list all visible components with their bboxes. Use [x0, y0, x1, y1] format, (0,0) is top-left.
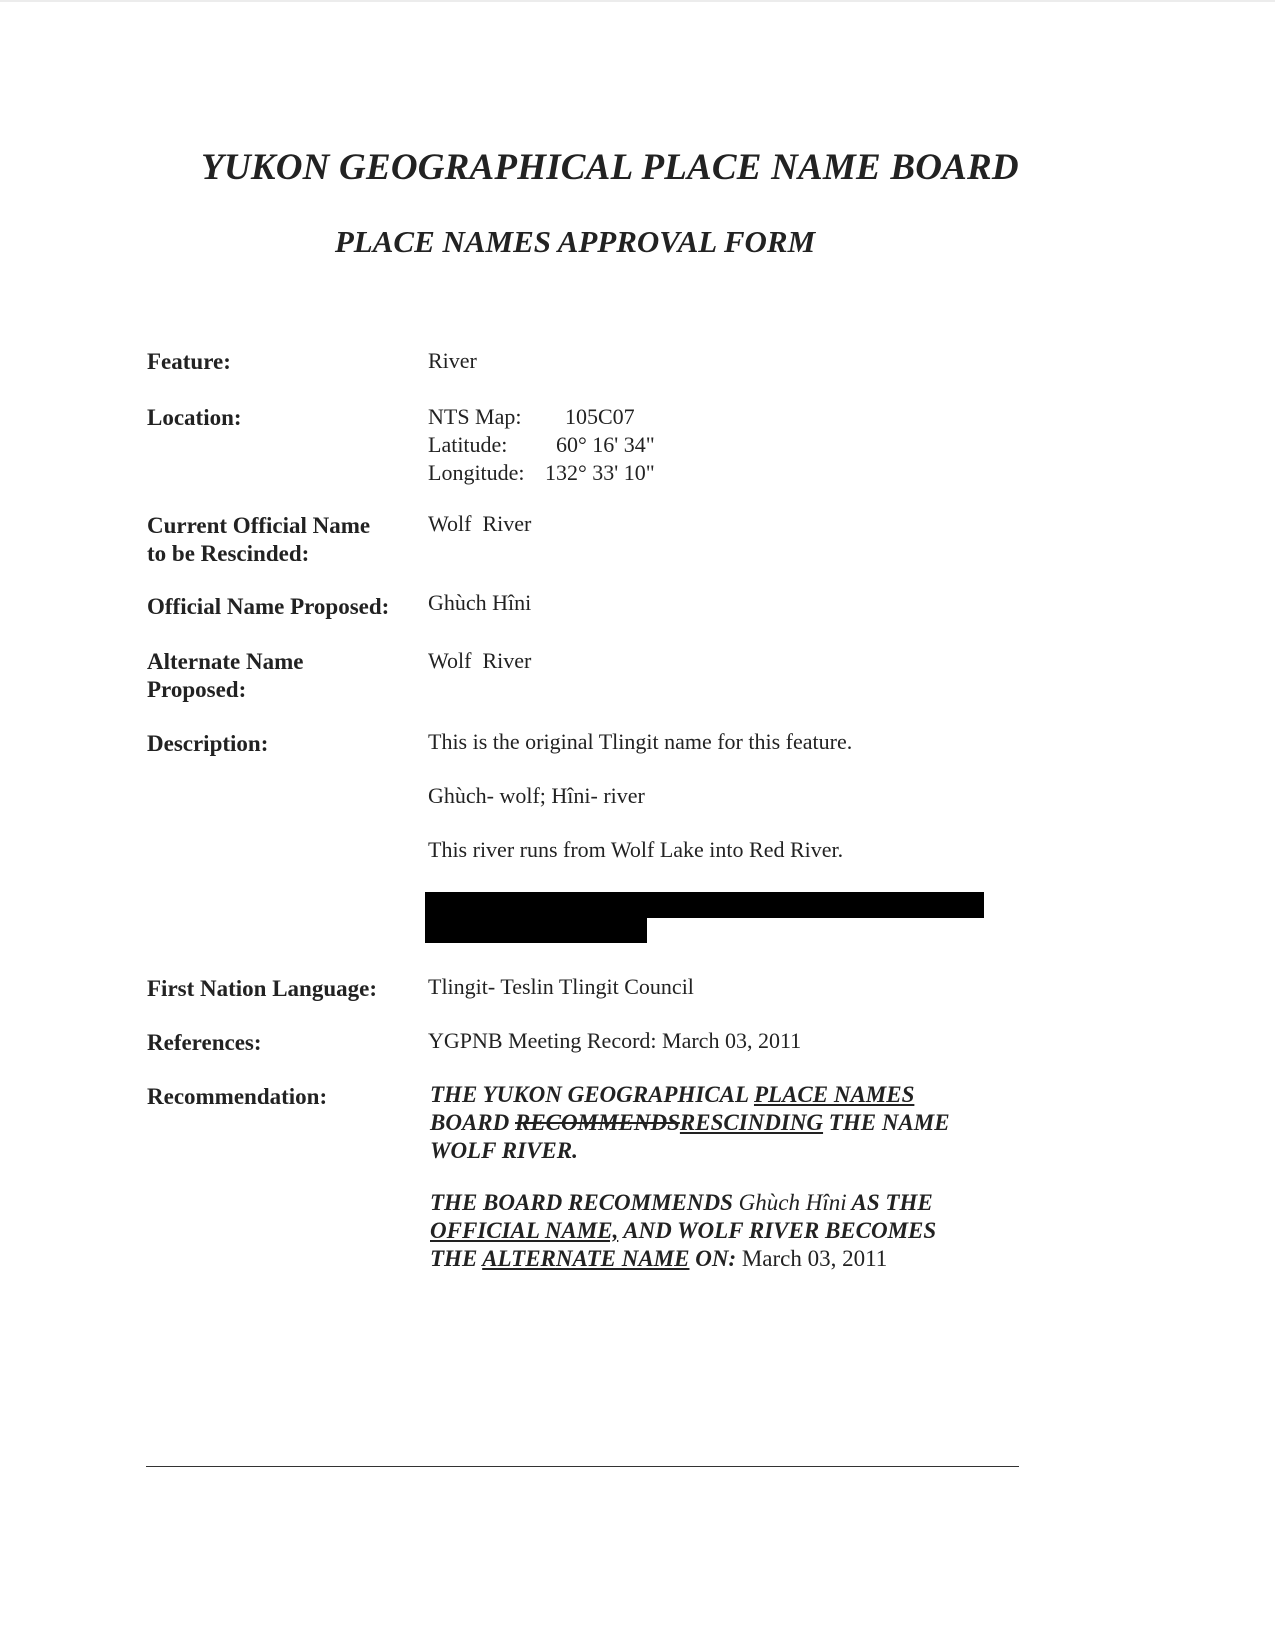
rec-text: AND WOLF RIVER BECOMES — [618, 1218, 937, 1243]
recommendation-p1-line2 — [430, 1109, 1010, 1137]
recommendation-p1-line3 — [430, 1137, 1010, 1165]
feature-label: Feature: — [147, 349, 231, 374]
rec-underlined-text: ALTERNATE NAME — [482, 1246, 690, 1271]
language-label: First Nation Language: — [147, 976, 377, 1001]
description-line1: This is the original Tlingit name for this feature. — [428, 729, 853, 754]
alternate-name-label-line1: Alternate Name — [147, 649, 304, 674]
rec-text: THE — [430, 1246, 483, 1271]
rec-text: THE NAME — [823, 1110, 950, 1135]
description-line2: Ghùch- wolf; Hîni- river — [428, 783, 645, 808]
recommendation-paragraph-2 — [430, 1189, 1010, 1273]
rec-text: THE BOARD RECOMMENDS — [430, 1190, 739, 1215]
current-name-value: Wolf River — [428, 511, 532, 536]
rec-text: BOARD — [430, 1110, 515, 1135]
recommendation-p2-line2 — [430, 1217, 1010, 1245]
language-value: Tlingit- Teslin Tlingit Council — [428, 974, 694, 999]
longitude-row — [428, 459, 655, 487]
description-line3: This river runs from Wolf Lake into Red River. — [428, 837, 844, 862]
rec-underlined-text: PLACE NAMES — [753, 1082, 915, 1107]
recommendation-p2-line3 — [430, 1245, 1010, 1273]
location-label: Location: — [147, 405, 242, 430]
latitude-value: 60° 16' 34" — [556, 432, 655, 457]
rec-text: WOLF RIVER. — [430, 1138, 578, 1163]
rec-underlined-text: RESCINDING — [679, 1110, 824, 1135]
nts-label: NTS Map: — [428, 404, 522, 429]
current-name-label-line2: to be Rescinded: — [147, 541, 310, 566]
footer-rule — [146, 1466, 1019, 1467]
description-label: Description: — [147, 731, 269, 756]
redaction-bar — [425, 916, 647, 943]
alternate-name-label — [147, 648, 303, 704]
redaction-bar — [425, 892, 984, 918]
form-subtitle: PLACE NAMES APPROVAL FORM — [334, 224, 816, 259]
official-name-value: Ghùch Hîni — [428, 590, 532, 615]
rec-date: March 03, 2011 — [741, 1246, 888, 1271]
longitude-value: 132° 33' 10" — [545, 460, 655, 485]
references-value: YGPNB Meeting Record: March 03, 2011 — [428, 1028, 802, 1053]
rec-struck-text: RECOMMENDS — [515, 1110, 680, 1135]
recommendation-p1-line1 — [430, 1081, 1010, 1109]
location-block — [428, 403, 655, 487]
feature-value: River — [428, 348, 477, 373]
rec-text: ON: — [689, 1246, 737, 1271]
current-name-label — [147, 512, 370, 568]
recommendation-label: Recommendation: — [147, 1084, 328, 1109]
rec-proposed-name: Ghùch Hîni — [738, 1190, 847, 1215]
alternate-name-label-line2: Proposed: — [147, 677, 247, 702]
longitude-label: Longitude: — [428, 460, 525, 485]
latitude-row — [428, 431, 655, 459]
page-title: YUKON GEOGRAPHICAL PLACE NAME BOARD — [201, 147, 1019, 188]
alternate-name-value: Wolf River — [428, 648, 532, 673]
nts-value: 105C07 — [565, 404, 635, 429]
rec-text: AS THE — [846, 1190, 933, 1215]
recommendation-paragraph-1 — [430, 1081, 1010, 1165]
latitude-label: Latitude: — [428, 432, 508, 457]
recommendation-p2-line1 — [430, 1189, 1010, 1217]
nts-row — [428, 403, 655, 431]
rec-underlined-text: OFFICIAL NAME, — [430, 1218, 619, 1243]
scan-edge — [0, 0, 1275, 2]
current-name-label-line1: Current Official Name — [147, 513, 371, 538]
rec-text: THE YUKON GEOGRAPHICAL — [430, 1082, 754, 1107]
official-name-label: Official Name Proposed: — [147, 594, 390, 619]
references-label: References: — [147, 1030, 262, 1055]
